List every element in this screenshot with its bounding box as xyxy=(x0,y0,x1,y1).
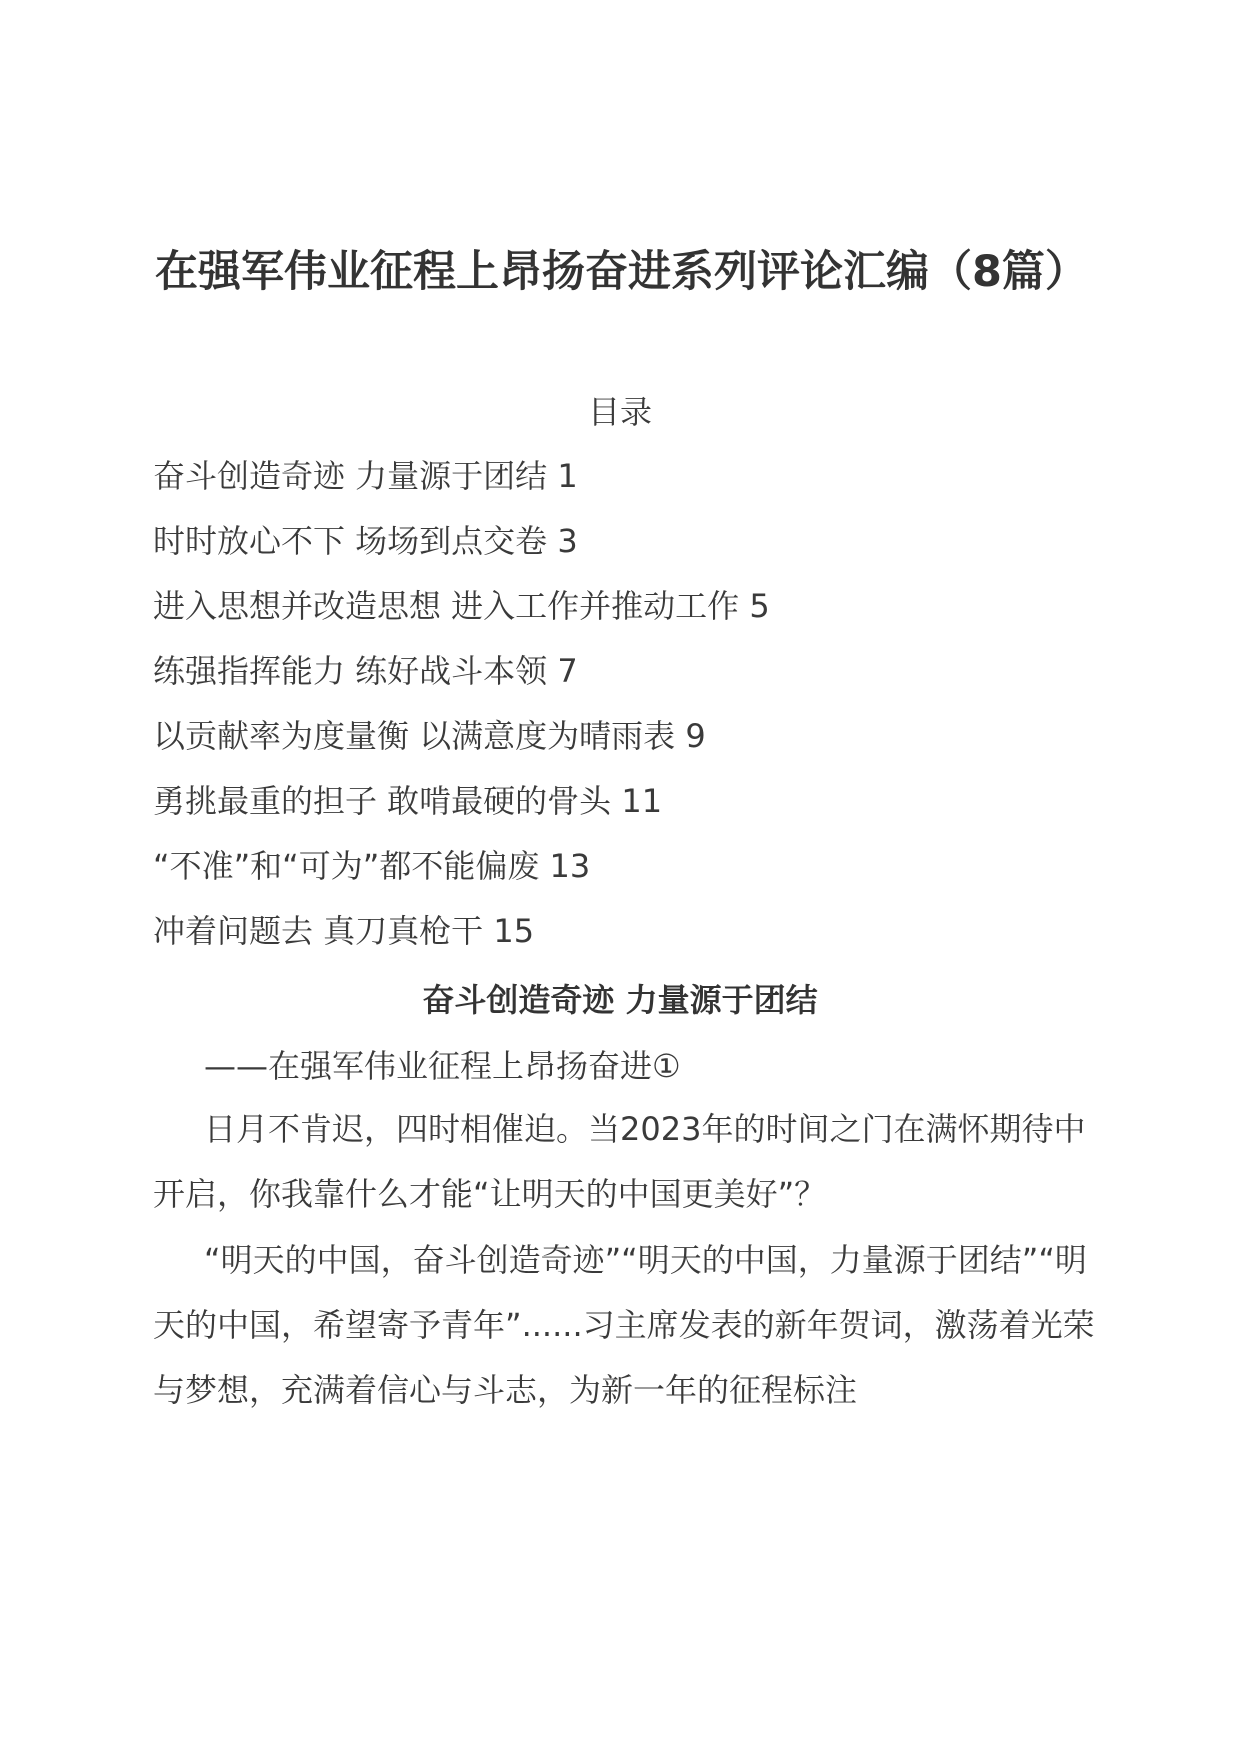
document-title: 在强军伟业征程上昂扬奋进系列评论汇编（8篇） xyxy=(155,247,1088,297)
toc-item[interactable]: 进入思想并改造思想 进入工作并推动工作 5 xyxy=(153,587,770,625)
section-subtitle: ——在强军伟业征程上昂扬奋进① xyxy=(204,1047,681,1085)
toc-item[interactable]: “不准”和“可为”都不能偏废 13 xyxy=(153,847,591,885)
toc-item[interactable]: 勇挑最重的担子 敢啃最硬的骨头 11 xyxy=(153,782,663,820)
toc-item[interactable]: 时时放心不下 场场到点交卷 3 xyxy=(153,522,578,560)
toc-item[interactable]: 以贡献率为度量衡 以满意度为晴雨表 9 xyxy=(153,717,706,755)
toc-item[interactable]: 冲着问题去 真刀真枪干 15 xyxy=(153,912,535,950)
section-title: 奋斗创造奇迹 力量源于团结 xyxy=(422,981,818,1019)
table-of-contents xyxy=(153,456,770,976)
body-paragraph: 日月不肯迟，四时相催迫。当2023年的时间之门在满怀期待中开启，你我靠什么才能“让明天的中国更美好”？ xyxy=(153,1110,1086,1213)
toc-heading: 目录 xyxy=(587,393,652,431)
body-paragraph: “明天的中国，奋斗创造奇迹”“明天的中国，力量源于团结”“明天的中国，希望寄予青年”......习主席发表的新年贺词，激荡着光荣与梦想，充满着信心与斗志，为新一年的征程标注 xyxy=(153,1241,1095,1409)
toc-item[interactable]: 练强指挥能力 练好战斗本领 7 xyxy=(153,652,578,690)
toc-item[interactable]: 奋斗创造奇迹 力量源于团结 1 xyxy=(153,457,578,495)
